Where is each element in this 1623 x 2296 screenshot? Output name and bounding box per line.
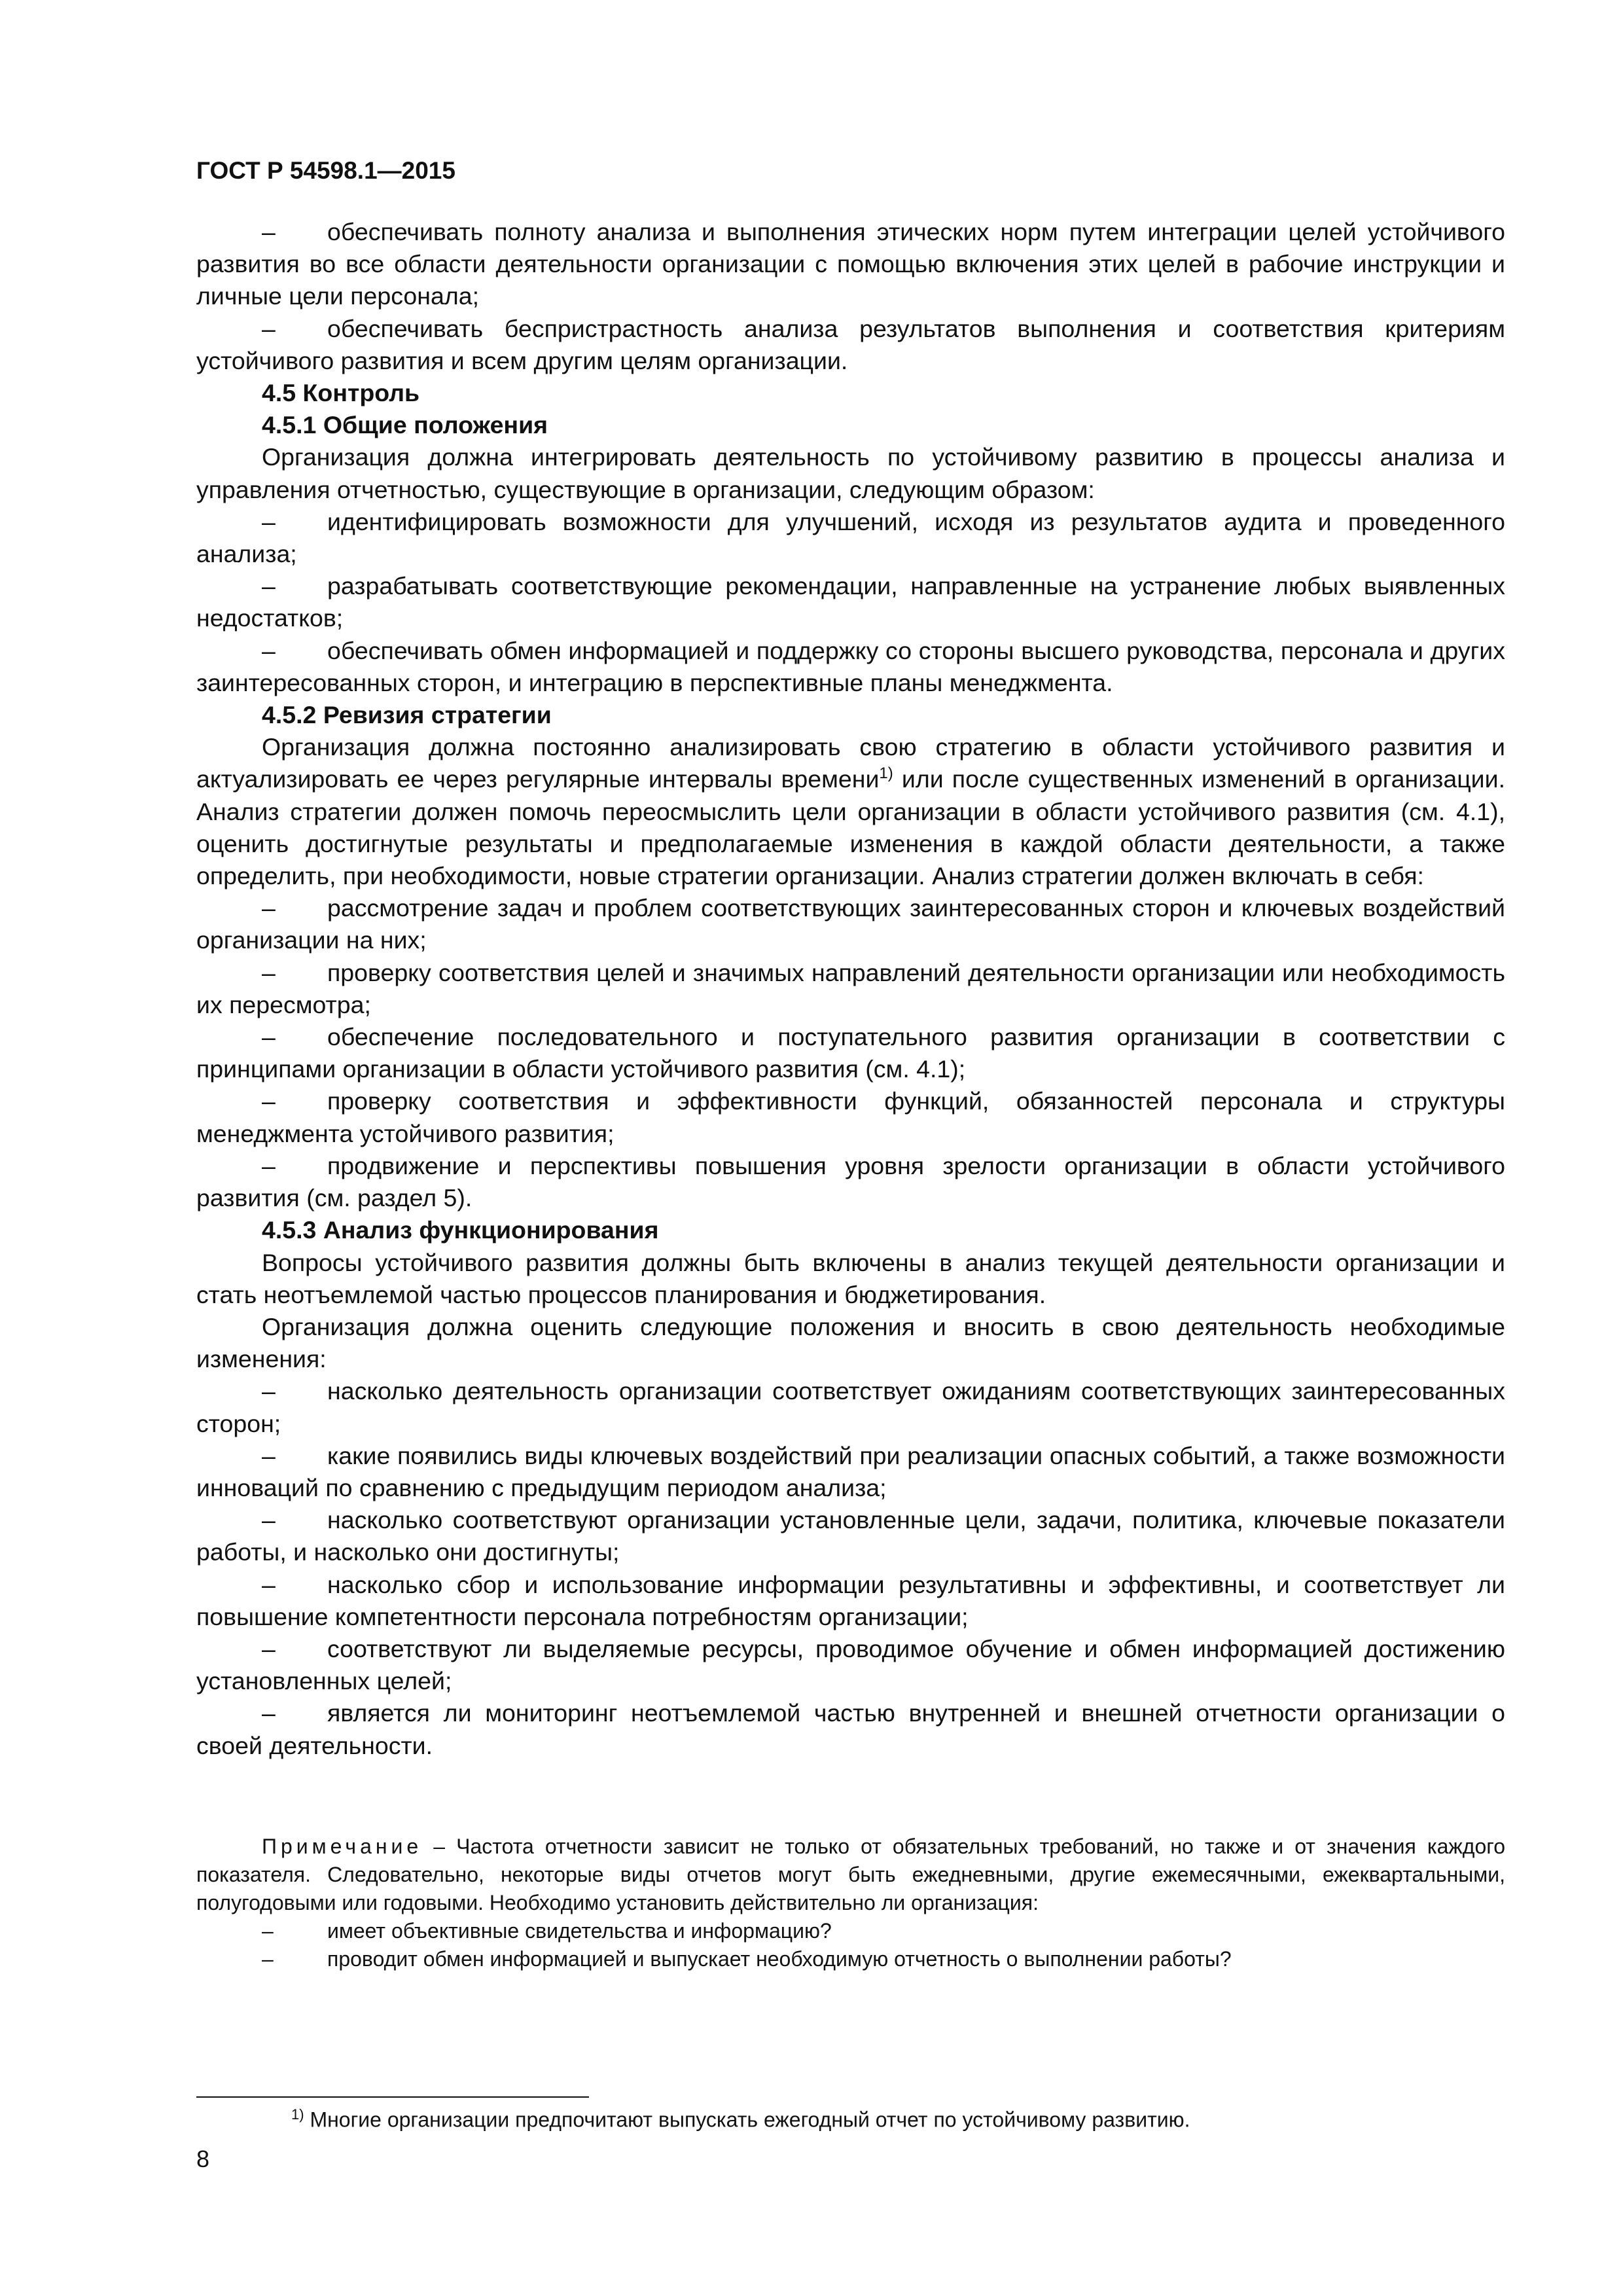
paragraph: Организация должна интегрировать деятельность по устойчивому развитию в процессы анализа и управления отчетностью, существующие в организации, следующим образом: bbox=[196, 443, 1505, 503]
list-item-text: насколько деятельность организации соответствует ожиданиям соответствующих заинтересованных сторон; bbox=[196, 1377, 1505, 1437]
note-item-text: проводит обмен информацией и выпускает необходимую отчетность о выполнении работы? bbox=[327, 1947, 1232, 1971]
list-item-text: разрабатывать соответствующие рекомендации, направленные на устранение любых выявленных недостатков; bbox=[196, 572, 1505, 632]
footnote-reference: 1) bbox=[879, 764, 893, 783]
document-title: ГОСТ Р 54598.1—2015 bbox=[196, 157, 455, 184]
footnote-divider bbox=[196, 2096, 589, 2098]
list-dash: – bbox=[262, 1947, 274, 1971]
list-item bbox=[196, 1504, 1505, 1568]
list-item-text: обеспечивать обмен информацией и поддержку со стороны высшего руководства, персонала и других заинтересованных сторон, и интеграцию в перспективные планы менеджмента. bbox=[196, 636, 1505, 696]
list-dash: – bbox=[262, 314, 276, 342]
list-item-text: обеспечивать беспристрастность анализа результатов выполнения и соответствия критериям устойчивого развития и всем другим целям организации. bbox=[196, 314, 1505, 374]
list-dash: – bbox=[262, 218, 276, 245]
list-item-text: обеспечение последовательного и поступательного развития организации в соответствии с принципами организации в области устойчивого развития (см. 4.1); bbox=[196, 1023, 1505, 1083]
list-item-text: соответствуют ли выделяемые ресурсы, проводимое обучение и обмен информацией достижению установленных целей; bbox=[196, 1634, 1505, 1695]
list-item bbox=[196, 1697, 1505, 1761]
list-item-text: продвижение и перспективы повышения уровня зрелости организации в области устойчивого развития (см. раздел 5). bbox=[196, 1151, 1505, 1212]
paragraph: Вопросы устойчивого развития должны быть включены в анализ текущей деятельности организации и стать неотъемлемой частью процессов планирования и бюджетирования. bbox=[196, 1248, 1505, 1308]
list-item bbox=[196, 1021, 1505, 1085]
list-item bbox=[196, 1633, 1505, 1697]
footnote-text: Многие организации предпочитают выпускать ежегодный отчет по устойчивому развитию. bbox=[304, 2108, 1190, 2132]
section-heading: 4.5.2 Ревизия стратегии bbox=[262, 701, 552, 729]
main-text bbox=[196, 216, 1505, 1762]
list-dash: – bbox=[262, 572, 276, 600]
list-item bbox=[196, 1150, 1505, 1214]
list-item bbox=[196, 506, 1505, 570]
list-dash: – bbox=[262, 636, 276, 664]
list-item bbox=[196, 570, 1505, 634]
list-item-text: проверку соответствия целей и значимых направлений деятельности организации или необходимость их пересмотра; bbox=[196, 958, 1505, 1018]
list-dash: – bbox=[262, 1087, 276, 1115]
note-separator: – bbox=[422, 1835, 457, 1858]
list-item bbox=[196, 313, 1505, 377]
list-dash: – bbox=[262, 958, 276, 986]
list-item bbox=[196, 1375, 1505, 1439]
list-dash: – bbox=[262, 1151, 276, 1179]
section-heading: 4.5 Контроль bbox=[262, 379, 420, 407]
list-item bbox=[196, 1569, 1505, 1633]
list-item bbox=[196, 216, 1505, 313]
list-item bbox=[196, 635, 1505, 699]
list-item-text: обеспечивать полноту анализа и выполнения этических норм путем интеграции целей устойчивого развития во все области деятельности организации с помощью включения этих целей в рабочие инструкции и личные цели персонала; bbox=[196, 218, 1505, 310]
list-dash: – bbox=[262, 1919, 274, 1943]
footnote-mark: 1) bbox=[291, 2106, 304, 2123]
section-heading: 4.5.3 Анализ функционирования bbox=[262, 1216, 659, 1244]
note-paragraph bbox=[196, 1833, 1505, 1917]
list-item-text: является ли мониторинг неотъемлемой частью внутренней и внешней отчетности организации о своей деятельности. bbox=[196, 1699, 1505, 1759]
note-block bbox=[196, 1833, 1505, 1973]
list-dash: – bbox=[262, 1377, 276, 1405]
list-item-text: насколько сбор и использование информации результативны и эффективны, и соответствует ли повышение компетентности персонала потребностям организации; bbox=[196, 1570, 1505, 1630]
paragraph-text: Организация должна постоянно анализировать свою стратегию в области устойчивого развития и актуализировать ее через регулярные интервалы времени bbox=[196, 733, 1505, 793]
list-dash: – bbox=[262, 894, 276, 922]
list-item-text: рассмотрение задач и проблем соответствующих заинтересованных сторон и ключевых воздействий организации на них; bbox=[196, 894, 1505, 954]
paragraph bbox=[196, 731, 1505, 892]
list-item bbox=[196, 1440, 1505, 1504]
note-label: Примечание bbox=[262, 1835, 423, 1858]
note-text: Частота отчетности зависит не только от обязательных требований, но также и от значения каждого показателя. Следовательно, некоторые виды отчетов могут быть ежедневными, другие ежемесячными, ежеквартальными, полугодовыми или годовыми. Необходимо установить действительно ли организация: bbox=[196, 1835, 1505, 1914]
paragraph-text: или после существенных изменений в организации. Анализ стратегии должен помочь переосмыслить цели организации в области устойчивого развития (см. 4.1), оценить достигнутые результаты и предполагаемые изменения в каждой области деятельности, а также определить, при необходимости, новые стратегии организации. Анализ стратегии должен включать в себя: bbox=[196, 765, 1505, 890]
section-heading: 4.5.1 Общие положения bbox=[262, 411, 548, 439]
list-dash: – bbox=[262, 1506, 276, 1534]
footnote bbox=[291, 2106, 1190, 2132]
list-dash: – bbox=[262, 1570, 276, 1598]
list-item-text: насколько соответствуют организации установленные цели, задачи, политика, ключевые показатели работы, и насколько они достигнуты; bbox=[196, 1506, 1505, 1566]
list-item bbox=[196, 892, 1505, 956]
list-dash: – bbox=[262, 1441, 276, 1469]
list-item bbox=[196, 957, 1505, 1021]
list-item-text: какие появились виды ключевых воздействий при реализации опасных событий, а также возможности инноваций по сравнению с предыдущим периодом анализа; bbox=[196, 1441, 1505, 1501]
note-list-item bbox=[196, 1917, 1505, 1945]
list-dash: – bbox=[262, 1023, 276, 1051]
list-item-text: идентифицировать возможности для улучшений, исходя из результатов аудита и проведенного анализа; bbox=[196, 507, 1505, 568]
list-item bbox=[196, 1085, 1505, 1149]
note-item-text: имеет объективные свидетельства и информацию? bbox=[327, 1919, 832, 1943]
paragraph: Организация должна оценить следующие положения и вносить в свою деятельность необходимые изменения: bbox=[196, 1312, 1505, 1373]
note-list-item bbox=[196, 1945, 1505, 1973]
list-dash: – bbox=[262, 507, 276, 535]
list-item-text: проверку соответствия и эффективности функций, обязанностей персонала и структуры менеджмента устойчивого развития; bbox=[196, 1087, 1505, 1147]
list-dash: – bbox=[262, 1699, 276, 1727]
list-dash: – bbox=[262, 1634, 276, 1662]
page-number: 8 bbox=[196, 2145, 210, 2172]
